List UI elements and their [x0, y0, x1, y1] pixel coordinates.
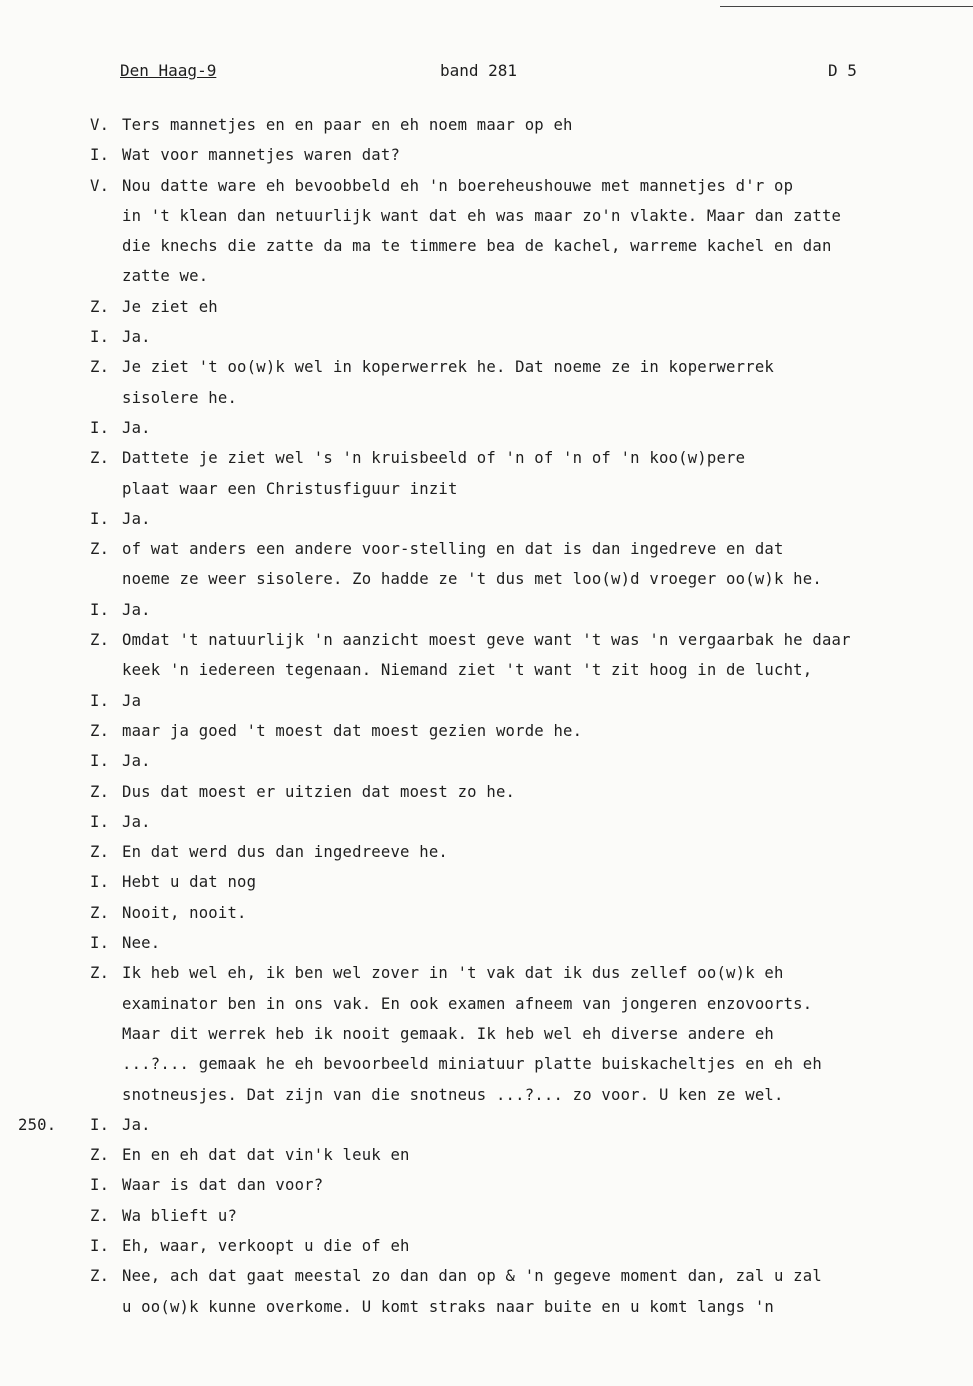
transcript-line [0, 898, 973, 928]
transcript-line [0, 1231, 973, 1261]
utterance-continuation: plaat waar een Christusfiguur inzit [122, 479, 458, 498]
utterance-text: Ja. [122, 752, 151, 771]
utterance-text: Eh, waar, verkoopt u die of eh [122, 1236, 410, 1255]
utterance-text: Ja. [122, 812, 151, 831]
line-number: 250. [18, 1115, 57, 1134]
utterance-text: Ja. [122, 600, 151, 619]
speaker-label: I. [90, 812, 110, 831]
header-tape-number: band 281 [440, 61, 518, 80]
speaker-label: Z. [90, 782, 110, 801]
speaker-label: I. [90, 1176, 110, 1195]
utterance-text: Nee. [122, 934, 161, 953]
transcript-line [0, 1049, 973, 1079]
speaker-label: I. [90, 752, 110, 771]
transcript-line [0, 655, 973, 685]
speaker-label: I. [90, 934, 110, 953]
transcript-line [0, 625, 973, 655]
transcript-line [0, 1261, 973, 1291]
transcript-line [0, 1201, 973, 1231]
utterance-text: Nooit, nooit. [122, 903, 247, 922]
transcript-line [0, 1019, 973, 1049]
transcript-line [0, 322, 973, 352]
speaker-label: Z. [90, 1206, 110, 1225]
utterance-text: Dus dat moest er uitzien dat moest zo he. [122, 782, 516, 801]
speaker-label: I. [90, 1115, 110, 1134]
transcript-line [0, 746, 973, 776]
transcript-line [0, 292, 973, 322]
transcript-line [0, 686, 973, 716]
speaker-label: I. [90, 1236, 110, 1255]
utterance-continuation: snotneusjes. Dat zijn van die snotneus ...?... zo voor. U ken ze wel. [122, 1085, 784, 1104]
speaker-label: I. [90, 600, 110, 619]
utterance-text: of wat anders een andere voor-stelling en dat is dan ingedreve en dat [122, 540, 784, 559]
top-rule [720, 6, 973, 7]
transcript-line [0, 352, 973, 382]
transcript-line [0, 958, 973, 988]
speaker-label: I. [90, 509, 110, 528]
speaker-label: Z. [90, 1267, 110, 1286]
utterance-text: Waar is dat dan voor? [122, 1176, 324, 1195]
transcript-line [0, 564, 973, 594]
transcript-line [0, 110, 973, 140]
speaker-label: Z. [90, 721, 110, 740]
utterance-continuation: examinator ben in ons vak. En ook examen afneem van jongeren enzovoorts. [122, 994, 813, 1013]
transcript-line [0, 504, 973, 534]
utterance-text: Hebt u dat nog [122, 873, 257, 892]
transcript-line [0, 1170, 973, 1200]
utterance-continuation: u oo(w)k kunne overkome. U komt straks naar buite en u komt langs 'n [122, 1297, 774, 1316]
transcript-line [0, 1140, 973, 1170]
speaker-label: V. [90, 176, 110, 195]
transcript-line [0, 1292, 973, 1322]
transcript-body [0, 110, 973, 1322]
transcript-line [0, 595, 973, 625]
speaker-label: I. [90, 873, 110, 892]
transcript-line [0, 443, 973, 473]
transcript-line [0, 837, 973, 867]
transcript-line [0, 171, 973, 201]
utterance-text: Nou datte ware eh bevoobbeld eh 'n boereheushouwe met mannetjes d'r op [122, 176, 794, 195]
utterance-text: Ja [122, 691, 142, 710]
utterance-text: Nee, ach dat gaat meestal zo dan dan op & 'n gegeve moment dan, zal u zal [122, 1267, 822, 1286]
utterance-continuation: keek 'n iedereen tegenaan. Niemand ziet 't want 't zit hoog in de lucht, [122, 661, 813, 680]
speaker-label: Z. [90, 1146, 110, 1165]
header-page-number: D 5 [828, 61, 857, 80]
transcript-line [0, 201, 973, 231]
speaker-label: Z. [90, 903, 110, 922]
transcript-line [0, 140, 973, 170]
transcript-line [0, 413, 973, 443]
transcript-line [0, 231, 973, 261]
utterance-text: Omdat 't natuurlijk 'n aanzicht moest geve want 't was 'n vergaarbak he daar [122, 631, 851, 650]
transcript-line [0, 807, 973, 837]
speaker-label: I. [90, 146, 110, 165]
speaker-label: Z. [90, 964, 110, 983]
speaker-label: I. [90, 328, 110, 347]
utterance-text: Je ziet eh [122, 297, 218, 316]
utterance-text: Ja. [122, 328, 151, 347]
speaker-label: Z. [90, 449, 110, 468]
transcript-line [0, 716, 973, 746]
utterance-continuation: zatte we. [122, 267, 209, 286]
speaker-label: Z. [90, 297, 110, 316]
utterance-text: En en eh dat dat vin'k leuk en [122, 1146, 410, 1165]
transcript-line [0, 261, 973, 291]
speaker-label: Z. [90, 631, 110, 650]
speaker-label: Z. [90, 540, 110, 559]
transcript-line [0, 1080, 973, 1110]
header-location: Den Haag-9 [120, 61, 217, 80]
speaker-label: I. [90, 691, 110, 710]
transcript-line [0, 867, 973, 897]
utterance-continuation: sisolere he. [122, 388, 238, 407]
utterance-continuation: noeme ze weer sisolere. Zo hadde ze 't dus met loo(w)d vroeger oo(w)k he. [122, 570, 822, 589]
utterance-text: En dat werd dus dan ingedreeve he. [122, 843, 448, 862]
utterance-text: Wa blieft u? [122, 1206, 238, 1225]
utterance-continuation: die knechs die zatte da ma te timmere bea de kachel, warreme kachel en dan [122, 237, 832, 256]
utterance-text: Ja. [122, 509, 151, 528]
utterance-continuation: in 't klean dan netuurlijk want dat eh was maar zo'n vlakte. Maar dan zatte [122, 206, 842, 225]
utterance-text: Ters mannetjes en en paar en eh noem maar op eh [122, 116, 573, 134]
transcript-line [0, 474, 973, 504]
utterance-text: Ja. [122, 418, 151, 437]
utterance-text: Wat voor mannetjes waren dat? [122, 146, 401, 165]
transcript-line [0, 928, 973, 958]
utterance-text: maar ja goed 't moest dat moest gezien worde he. [122, 721, 583, 740]
utterance-text: Ja. [122, 1115, 151, 1134]
transcript-line [0, 383, 973, 413]
utterance-continuation: ...?... gemaak he eh bevoorbeeld miniatuur platte buiskacheltjes en eh eh [122, 1055, 822, 1074]
speaker-label: Z. [90, 843, 110, 862]
transcript-line [0, 777, 973, 807]
utterance-text: Je ziet 't oo(w)k wel in koperwerrek he. Dat noeme ze in koperwerrek [122, 358, 774, 377]
speaker-label: I. [90, 418, 110, 437]
transcript-line [0, 1110, 973, 1140]
transcript-line [0, 989, 973, 1019]
speaker-label: V. [90, 116, 110, 134]
speaker-label: Z. [90, 358, 110, 377]
utterance-text: Dattete je ziet wel 's 'n kruisbeeld of 'n of 'n of 'n koo(w)pere [122, 449, 746, 468]
utterance-text: Ik heb wel eh, ik ben wel zover in 't vak dat ik dus zellef oo(w)k eh [122, 964, 784, 983]
transcript-line [0, 534, 973, 564]
utterance-continuation: Maar dit werrek heb ik nooit gemaak. Ik heb wel eh diverse andere eh [122, 1024, 774, 1043]
